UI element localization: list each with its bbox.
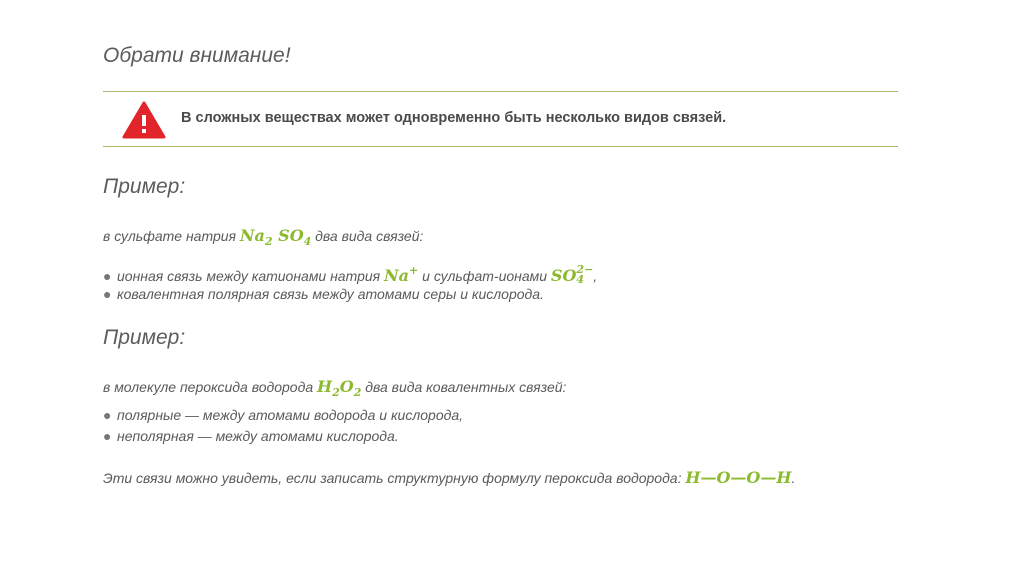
formula-hydrogen-peroxide: $H_2O_2$ <box>317 377 362 399</box>
example1-list <box>103 258 597 305</box>
notice-text: В сложных веществах может одновременно быть несколько видов связей. <box>181 110 727 126</box>
conclusion-text: Эти связи можно увидеть, если записать структурную формулу пероксида водорода: H—O—O—H. <box>103 468 796 487</box>
formula-sodium-sulfate: $Na_2$ $SO_4$ <box>239 226 312 248</box>
example2-intro: в молекуле пероксида водорода $H_2O_2$ два вида ковалентных связей: <box>103 377 567 399</box>
bullet-icon: ● <box>103 428 112 444</box>
bullet-icon: ● <box>103 286 112 302</box>
list-item: ● ковалентная полярная связь между атомами серы и кислорода. <box>103 284 597 305</box>
notice-box <box>103 91 898 147</box>
attention-heading: Обрати внимание! <box>103 44 291 67</box>
example2-heading: Пример: <box>103 326 186 349</box>
formula-sodium-cation: Na+ <box>384 264 419 285</box>
bullet-icon: ● <box>103 407 112 423</box>
warning-triangle-icon <box>122 101 166 139</box>
example2-list <box>103 405 463 447</box>
formula-sulfate-anion: SO 2− 4 <box>550 262 594 286</box>
lesson-content <box>103 0 898 574</box>
example1-heading: Пример: <box>103 175 186 198</box>
list-item: ● ионная связь между катионами натрия Na+ и сульфат-ионами SO 2− 4 , <box>103 258 597 284</box>
list-item: ● неполярная — между атомами кислорода. <box>103 426 463 447</box>
example1-intro: в сульфате натрия $Na_2$ $SO_4$ два вида связей: <box>103 226 424 248</box>
structural-formula: H—O—O—H <box>685 468 792 487</box>
list-item: ● полярные — между атомами водорода и кислорода, <box>103 405 463 426</box>
bullet-icon: ● <box>103 268 112 284</box>
